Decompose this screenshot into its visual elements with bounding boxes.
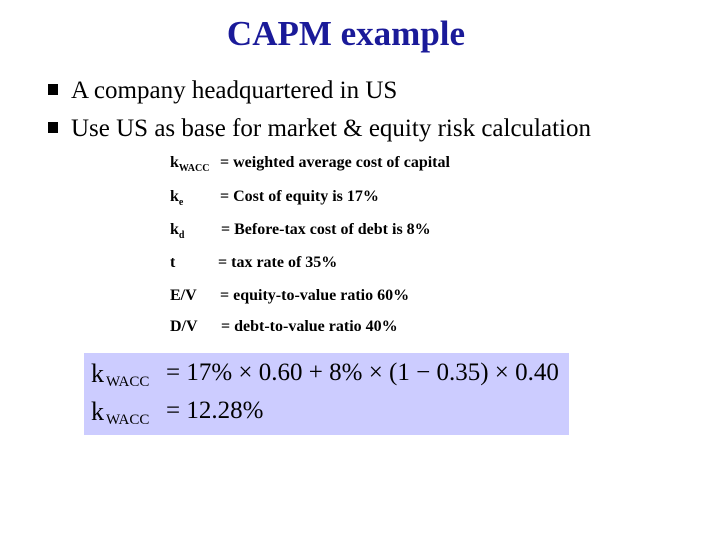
bullet-text: Use US as base for market & equity risk calculation <box>71 115 591 142</box>
formula-symbol: k <box>91 397 104 426</box>
formula-subscript: WACC <box>106 374 150 390</box>
formula-symbol: k <box>91 359 104 388</box>
formula-box <box>84 353 569 435</box>
bullet-square-icon <box>48 84 58 95</box>
definition-text: = tax rate of 35% <box>218 254 338 271</box>
definition-text: = Before-tax cost of debt is 8% <box>221 221 431 238</box>
definition-text: = debt-to-value ratio 40% <box>221 318 398 335</box>
bullet-square-icon <box>48 122 58 133</box>
definition-symbol: $k_{WACC}$ <box>170 154 210 174</box>
definition-symbol: t <box>170 254 176 271</box>
formula-expression: = 17% × 0.60 + 8% × (1 − 0.35) × 0.40 <box>166 359 559 386</box>
formula-subscript: WACC <box>106 412 150 428</box>
definition-text: = Cost of equity is 17% <box>220 188 379 205</box>
definition-symbol: E/V <box>170 287 197 304</box>
formula-result: = 12.28% <box>166 397 264 424</box>
definition-symbol: $k_d$ <box>170 221 185 241</box>
definition-text: = equity-to-value ratio 60% <box>220 287 410 304</box>
formula-line <box>91 359 559 390</box>
bullet-text: A company headquartered in US <box>71 77 398 104</box>
definition-symbol: $k_e$ <box>170 188 184 208</box>
formula-line <box>91 397 264 428</box>
definition-text: = weighted average cost of capital <box>220 154 450 171</box>
definition-symbol: D/V <box>170 318 198 335</box>
page-title: CAPM example <box>226 14 466 53</box>
